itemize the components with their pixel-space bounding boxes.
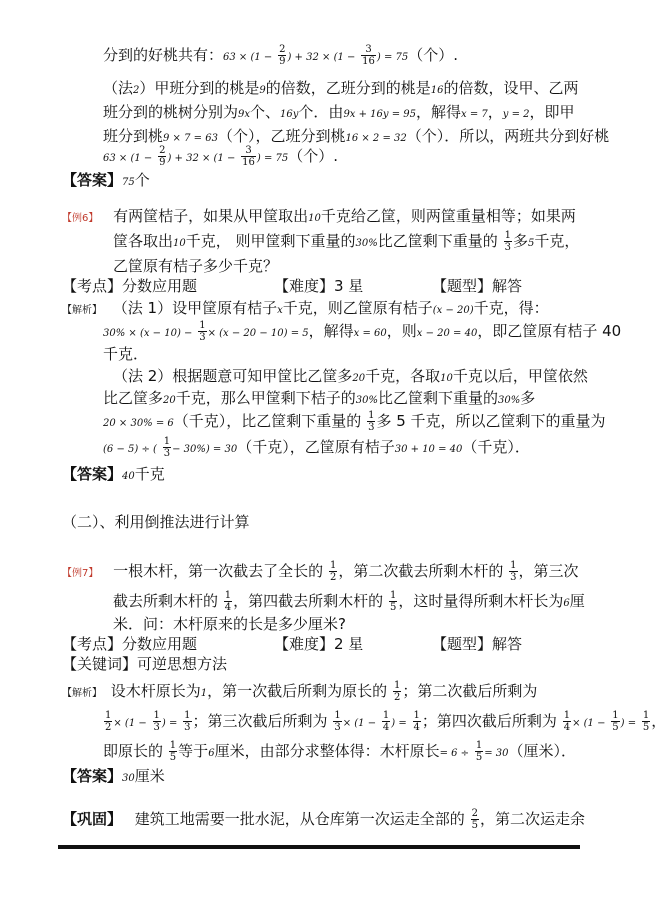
ex6-s4-c: 千克以后，甲筐依然 bbox=[452, 367, 588, 385]
fraction-1-5 bbox=[642, 710, 650, 733]
ex7-s3-expr: = 6 ÷ bbox=[439, 748, 470, 759]
frac-den: 16 bbox=[242, 157, 255, 168]
p1-l4-e1: 9 × 7 = 63 bbox=[163, 133, 218, 144]
section-title bbox=[62, 512, 250, 532]
ex6-l1-n: 10 bbox=[308, 213, 321, 224]
frac-den: 3 bbox=[368, 422, 375, 433]
ex6-l1-b: 千克给乙筐，则两筐重量相等；如果两 bbox=[320, 207, 576, 225]
p1-answer bbox=[62, 170, 150, 193]
ex6-s4-a: （法 2）根据题意可知甲筐比乙筐多 bbox=[113, 367, 353, 385]
ex6-s5-c: 比乙筐剩下重量的 bbox=[378, 389, 499, 407]
p1-l5-expr-c: ) = 75 bbox=[256, 153, 289, 164]
frac-num: 1 bbox=[184, 710, 191, 721]
fraction-1-4 bbox=[563, 710, 571, 733]
ex7-line-2 bbox=[113, 590, 585, 614]
ex6-sol-4 bbox=[113, 366, 588, 389]
fraction-1-3 bbox=[333, 710, 341, 733]
frac-num: 1 bbox=[199, 320, 206, 331]
ex7-s3-n: 6 bbox=[208, 748, 215, 759]
frac-den: 4 bbox=[382, 722, 390, 733]
ex7-l3: 米．问：木杆原来的长是多少厘米? bbox=[113, 615, 346, 633]
frac-num: 1 bbox=[612, 710, 619, 721]
frac-den: 5 bbox=[471, 820, 478, 831]
answer-unit: 个 bbox=[134, 171, 150, 189]
ex7-s1-c: ；第二次截后所剩为 bbox=[402, 682, 538, 700]
ex7-meta bbox=[62, 634, 523, 654]
ex7-l2-a: 截去所剩木杆的 bbox=[113, 592, 219, 610]
frac-num: 1 bbox=[224, 590, 232, 601]
p1-l3-f: ，即甲 bbox=[529, 103, 575, 121]
ex6-sol-2 bbox=[103, 320, 621, 344]
p1-l1-end: （个）. bbox=[408, 46, 459, 64]
answer-value: 30 bbox=[122, 773, 135, 784]
ex7-s1-n: 1 bbox=[200, 688, 208, 699]
ex6-answer bbox=[62, 464, 165, 487]
frac-den: 4 bbox=[563, 722, 571, 733]
frac-den: 9 bbox=[159, 157, 166, 168]
p1-line-5 bbox=[103, 145, 338, 169]
frac-num: 1 bbox=[510, 560, 517, 571]
ex6-s5-n: 20 bbox=[163, 395, 176, 406]
p1-l1-text: 分到的好桃共有： bbox=[103, 46, 224, 64]
p1-l3-d: ，解得 bbox=[416, 103, 462, 121]
p1-l2-a: （法 bbox=[103, 79, 134, 97]
p1-l4-e2: 16 × 2 = 32 bbox=[345, 133, 407, 144]
answer-tag: 【答案】 bbox=[62, 767, 123, 785]
p1-l5-expr-b: ) + 32 × (1 − bbox=[167, 153, 236, 164]
p1-l1-expr-c: ) = 75 bbox=[376, 52, 409, 63]
p1-l5-expr: 63 × (1 − bbox=[103, 153, 153, 164]
frac-num: 2 bbox=[471, 808, 478, 819]
frac-num: 1 bbox=[642, 710, 650, 721]
ex6-s1-x: x bbox=[277, 305, 283, 316]
ex7-s2-d: × (1 − bbox=[342, 718, 377, 729]
ex6-s6-a: （千克），比乙筐剩下重量的 bbox=[173, 412, 362, 430]
ex6-sol-6 bbox=[103, 410, 606, 434]
ex6-s2-expr-b: × (x − 20 − 10) = 5 bbox=[207, 328, 309, 339]
ex7-l2-n: 6 bbox=[563, 598, 570, 609]
ex6-l2-n: 10 bbox=[173, 238, 186, 249]
p1-l3-y: y = 2 bbox=[502, 109, 530, 120]
p1-l2-c: 的倍数，乙班分到的桃是 bbox=[265, 79, 431, 97]
ex7-s2-b: ) = bbox=[161, 718, 178, 729]
ex7-s2-f: ；第四次截后所剩为 bbox=[421, 712, 557, 730]
p1-line-1 bbox=[103, 44, 458, 68]
ex6-s5-a: 比乙筐多 bbox=[103, 389, 164, 407]
ex6-line-1 bbox=[62, 206, 576, 229]
frac-num: 2 bbox=[279, 44, 286, 55]
ex6-s2-x: x = 60 bbox=[353, 328, 387, 339]
fraction-1-4 bbox=[382, 710, 390, 733]
ex7-l1-a: 一根木杆，第一次截去了全长的 bbox=[113, 562, 324, 580]
fraction-1-4 bbox=[413, 710, 421, 733]
ex6-s7-expr2: 30 + 10 = 40 bbox=[394, 444, 463, 455]
ex6-s1-a: （法 1）设甲筐原有桔子 bbox=[112, 299, 278, 317]
ex6-sol-1 bbox=[62, 298, 549, 321]
frac-den: 5 bbox=[389, 602, 397, 613]
p1-l3-e: ， bbox=[487, 103, 503, 121]
frac-num: 1 bbox=[169, 740, 177, 751]
frac-num: 1 bbox=[389, 590, 397, 601]
ex6-s5-p2: 30% bbox=[498, 395, 521, 406]
difficulty-label: 【难度】3 星 bbox=[274, 277, 364, 295]
frac-den: 2 bbox=[393, 692, 401, 703]
p1-line-3 bbox=[103, 102, 575, 125]
ex7-s2-g: × (1 − bbox=[572, 718, 606, 729]
fraction-1-3 bbox=[504, 230, 512, 253]
frac-num: 1 bbox=[504, 230, 511, 241]
p1-l4-a: 班分到桃 bbox=[103, 127, 164, 145]
frac-num: 1 bbox=[329, 560, 337, 571]
ex6-s4-n2: 10 bbox=[440, 373, 453, 384]
ex6-s2-a: ，解得 bbox=[308, 322, 354, 340]
frac-num: 1 bbox=[105, 710, 112, 721]
ex6-sol-3 bbox=[103, 344, 148, 364]
fraction-2-9 bbox=[158, 145, 166, 168]
ex7-s3-c: 厘米，由部分求整体得：木杆原长 bbox=[214, 742, 440, 760]
difficulty-label: 【难度】2 星 bbox=[274, 635, 364, 653]
ex6-l2-d: 多 bbox=[512, 232, 528, 250]
ex6-s1-b: 千克，则乙筐原有桔子 bbox=[282, 299, 433, 317]
frac-num: 1 bbox=[153, 710, 160, 721]
ex7-s2-c: ；第三次截后所剩为 bbox=[192, 712, 328, 730]
fraction-1-4 bbox=[224, 590, 232, 613]
frac-num: 1 bbox=[382, 710, 390, 721]
ex6-l2-b: 千克， 则甲筐剩下重量的 bbox=[185, 232, 356, 250]
ex6-s1-expr: (x − 20) bbox=[432, 305, 474, 316]
ex6-line-3 bbox=[113, 256, 278, 276]
p1-l2-d: 的倍数，设甲、乙两 bbox=[443, 79, 579, 97]
ex6-line-2 bbox=[113, 230, 579, 254]
fraction-2-9 bbox=[278, 44, 286, 67]
fraction-1-5 bbox=[475, 740, 483, 763]
fraction-1-3 bbox=[198, 320, 206, 343]
ex7-s3-a: 即原长的 bbox=[103, 742, 164, 760]
fraction-1-5 bbox=[169, 740, 177, 763]
p1-l3-x: x = 7 bbox=[461, 109, 488, 120]
frac-num: 1 bbox=[393, 680, 401, 691]
p1-line-2 bbox=[103, 78, 579, 101]
ex6-s7-b: （千克）． bbox=[462, 438, 530, 456]
ex7-keywords bbox=[62, 654, 227, 674]
p1-l5-end: （个）. bbox=[288, 147, 339, 165]
p1-l3-b: 个、 bbox=[250, 103, 281, 121]
frac-den: 3 bbox=[504, 242, 511, 253]
frac-den: 2 bbox=[105, 722, 112, 733]
fraction-3-16 bbox=[241, 145, 256, 168]
kaodian-label: 【考点】分数应用题 bbox=[62, 277, 198, 295]
fraction-1-3 bbox=[183, 710, 191, 733]
answer-tag: 【答案】 bbox=[62, 171, 123, 189]
p1-l2-b: ）甲班分到的桃是 bbox=[139, 79, 260, 97]
frac-den: 5 bbox=[612, 722, 619, 733]
frac-den: 4 bbox=[224, 602, 232, 613]
frac-den: 16 bbox=[362, 56, 375, 67]
ex6-s7-a: （千克），乙筐原有桔子 bbox=[237, 438, 395, 456]
ex7-sol-1 bbox=[62, 680, 537, 704]
p1-l3-9x: 9x bbox=[238, 109, 251, 120]
ex6-l2-five: 5 bbox=[527, 238, 535, 249]
ex7-s2-a: × (1 − bbox=[113, 718, 147, 729]
answer-value: 75 bbox=[122, 177, 135, 188]
fraction-1-2 bbox=[329, 560, 337, 583]
frac-num: 2 bbox=[159, 145, 166, 156]
ex6-s5-d: 多 bbox=[520, 389, 536, 407]
frac-num: 3 bbox=[361, 44, 376, 56]
ex7-line-1 bbox=[62, 560, 579, 584]
ex6-s5-b: 千克，那么甲筐剩下桔子的 bbox=[175, 389, 356, 407]
p1-l1-expr-b: ) + 32 × (1 − bbox=[287, 52, 356, 63]
frac-num: 1 bbox=[563, 710, 571, 721]
ex6-l2-c: 比乙筐剩下重量的 bbox=[377, 232, 498, 250]
frac-den: 4 bbox=[413, 722, 420, 733]
ex6-sol-5 bbox=[103, 388, 535, 411]
fraction-1-3 bbox=[153, 710, 161, 733]
ex6-l2-a: 筐各取出 bbox=[113, 232, 174, 250]
p1-l3-eq: 9x + 16y = 95 bbox=[343, 109, 417, 120]
ex6-l2-p: 30% bbox=[355, 238, 378, 249]
ex6-l2-e: 千克， bbox=[534, 232, 580, 250]
p1-l3-c: 个．由 bbox=[298, 103, 344, 121]
answer-unit: 千克 bbox=[134, 465, 165, 483]
ex6-s2-e: x − 20 = 40 bbox=[416, 328, 478, 339]
frac-den: 2 bbox=[329, 572, 337, 583]
frac-den: 5 bbox=[475, 752, 483, 763]
fraction-1-3 bbox=[509, 560, 517, 583]
ex7-sol-3 bbox=[103, 740, 576, 764]
ex7-s2-h: ) = bbox=[620, 718, 637, 729]
ex6-s3: 千克． bbox=[103, 345, 149, 363]
ex7-line-3 bbox=[113, 614, 346, 634]
p1-l2-n9: 9 bbox=[259, 85, 266, 96]
kaodian-label: 【考点】分数应用题 bbox=[62, 635, 198, 653]
ex7-s1-b: ，第一次截后所剩为原长的 bbox=[207, 682, 388, 700]
p1-l3-a: 班分到的桃树分别为 bbox=[103, 103, 239, 121]
ex7-sol-2 bbox=[103, 710, 666, 734]
ex6-s2-expr-a: 30% × (x − 10) − bbox=[103, 328, 193, 339]
ex6-s6-expr: 20 × 30% = 6 bbox=[103, 418, 174, 429]
frac-num: 1 bbox=[368, 410, 375, 421]
ex7-s2-e: ) = bbox=[391, 718, 407, 729]
ex6-s4-b: 千克，各取 bbox=[365, 367, 441, 385]
frac-den: 3 bbox=[199, 332, 206, 343]
consolidate-tag: 【巩固】 bbox=[62, 810, 123, 828]
question-type-label: 【题型】解答 bbox=[432, 277, 523, 295]
fraction-3-16 bbox=[361, 44, 376, 67]
frac-num: 1 bbox=[475, 740, 483, 751]
ex6-sol-7 bbox=[103, 436, 530, 460]
consolidate-line bbox=[62, 808, 585, 831]
frac-den: 5 bbox=[169, 752, 177, 763]
frac-den: 3 bbox=[334, 722, 341, 733]
frac-den: 3 bbox=[163, 448, 171, 459]
example-tag: 【例6】 bbox=[62, 213, 99, 224]
answer-value: 40 bbox=[122, 471, 135, 482]
p1-l2-num: 2 bbox=[133, 85, 140, 96]
p1-l4-c: （个）．所以，两班共分到好桃 bbox=[406, 127, 610, 145]
ex7-s1-a: 设木杆原长为 bbox=[110, 682, 201, 700]
consolidate-text-b: ，第二次运走余 bbox=[479, 810, 585, 828]
frac-den: 9 bbox=[279, 56, 286, 67]
p1-l1-expr: 63 × (1 − bbox=[223, 52, 273, 63]
answer-tag: 【答案】 bbox=[62, 465, 123, 483]
fraction-1-2 bbox=[104, 710, 112, 733]
ex6-s2-b: ，则 bbox=[386, 322, 417, 340]
ex7-s3-expr-b: = 30 bbox=[484, 748, 509, 759]
frac-num: 1 bbox=[163, 436, 171, 447]
fraction-1-3 bbox=[367, 410, 375, 433]
fraction-1-3 bbox=[163, 436, 171, 459]
p1-l4-b: （个），乙班分到桃 bbox=[217, 127, 346, 145]
keywords-label: 【关键词】可逆思想方法 bbox=[62, 655, 228, 673]
fraction-2-5 bbox=[471, 808, 479, 831]
frac-num: 1 bbox=[413, 710, 420, 721]
ex7-l2-c: ，这时量得所剩木杆长为 bbox=[398, 592, 564, 610]
frac-num: 1 bbox=[334, 710, 341, 721]
ex7-l1-c: ，第三次 bbox=[518, 562, 579, 580]
fraction-1-5 bbox=[611, 710, 619, 733]
consolidate-text-a: 建筑工地需要一批水泥，从仓库第一次运走全部的 bbox=[134, 810, 465, 828]
example-tag: 【例7】 bbox=[62, 568, 99, 579]
ex6-s2-c: ，即乙筐原有桔子 40 bbox=[477, 322, 622, 340]
fraction-1-5 bbox=[389, 590, 397, 613]
p1-l3-16y: 16y bbox=[280, 109, 299, 120]
frac-den: 3 bbox=[184, 722, 191, 733]
ex6-s7-expr-b: − 30%) = 30 bbox=[172, 444, 238, 455]
fraction-1-2 bbox=[393, 680, 401, 703]
frac-num: 3 bbox=[241, 145, 256, 157]
analysis-tag: 【解析】 bbox=[62, 305, 102, 316]
ex6-meta bbox=[62, 276, 523, 296]
ex7-l1-b: ，第二次截去所剩木杆的 bbox=[338, 562, 504, 580]
ex7-s3-d: （厘米）． bbox=[508, 742, 577, 760]
frac-den: 3 bbox=[510, 572, 517, 583]
ex7-answer bbox=[62, 766, 165, 789]
section-title-text: （二）、利用倒推法进行计算 bbox=[62, 513, 250, 531]
p1-l2-n16: 16 bbox=[430, 85, 444, 96]
analysis-tag: 【解析】 bbox=[62, 688, 102, 699]
ex6-s5-p: 30% bbox=[355, 395, 378, 406]
question-type-label: 【题型】解答 bbox=[432, 635, 523, 653]
ex6-l1-a: 有两筐桔子，如果从甲筐取出 bbox=[113, 207, 309, 225]
ex7-l2-b: ，第四截去所剩木杆的 bbox=[233, 592, 384, 610]
ex6-s7-expr-a: (6 − 5) ÷ ( bbox=[103, 444, 157, 455]
footer-rule bbox=[58, 845, 580, 849]
ex6-l3: 乙筐原有桔子多少千克？ bbox=[113, 257, 279, 275]
ex7-s2-i: ， bbox=[651, 712, 666, 730]
ex6-s1-c: 千克，得： bbox=[473, 299, 549, 317]
frac-den: 3 bbox=[153, 722, 160, 733]
ex6-s4-n: 20 bbox=[352, 373, 366, 384]
ex7-s3-b: 等于 bbox=[178, 742, 209, 760]
ex6-s6-b: 多 5 千克，所以乙筐剩下的重量为 bbox=[376, 412, 606, 430]
answer-unit: 厘米 bbox=[134, 767, 165, 785]
ex7-l2-d: 厘 bbox=[569, 592, 585, 610]
frac-den: 5 bbox=[642, 722, 650, 733]
